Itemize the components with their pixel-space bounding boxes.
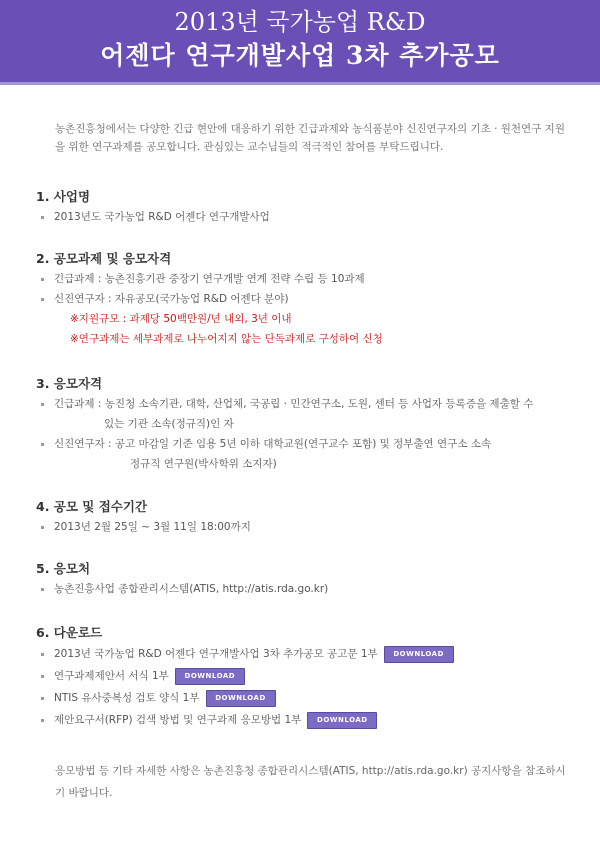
list-item: [36, 394, 533, 414]
bullet-icon: [41, 675, 44, 678]
bullet-icon: [41, 526, 44, 529]
list-item: [36, 269, 383, 289]
item-text: NTIS 유사중복성 검토 양식 1부: [54, 692, 200, 704]
bullet-icon: [41, 216, 44, 219]
list-item: [36, 579, 328, 599]
page-header: [0, 0, 600, 85]
section-title: 6. 다운로드: [36, 625, 103, 640]
list-item: [36, 643, 454, 665]
section-title: 3. 응모자격: [36, 376, 103, 391]
bullet-icon: [41, 588, 44, 591]
download-button[interactable]: DOWNLOAD: [307, 712, 377, 729]
section-projects: [36, 249, 383, 349]
header-title-line2: 어젠다 연구개발사업 3차 추가공모: [100, 41, 500, 70]
item-text: 긴급과제 : 농촌진흥기관 중장기 연구개발 연계 전략 수립 등 10과제: [54, 273, 365, 285]
bullet-icon: [41, 278, 44, 281]
item-text: 신진연구자 : 자유공모(국가농업 R&D 어젠다 분야): [54, 293, 289, 305]
item-text: 연구과제제안서 서식 1부: [54, 670, 169, 682]
closing-text: 응모방법 등 기타 자세한 사항은 농촌진흥청 종합관리시스템(ATIS, http://atis.rda.go.kr) 공지사항을 참조하시기 바랍니다.: [55, 765, 566, 799]
item-text: 제안요구서(RFP) 검색 방법 및 연구과제 응모방법 1부: [54, 714, 302, 726]
list-item: [36, 709, 454, 731]
intro-text: 농촌진흥청에서는 다양한 긴급 현안에 대응하기 위한 긴급과제와 농식품분야 신진연구자의 기초 · 원천연구 지원을 위한 연구과제를 공모합니다. 관심있는 교수님들의 적극적인 참여를 부탁드립니다.: [55, 123, 565, 153]
item-text: 긴급과제 : 농진청 소속기관, 대학, 산업체, 국공립 · 민간연구소, 도원, 센터 등 사업자 등록증을 제출할 수: [54, 398, 534, 410]
section-eligibility: [36, 374, 533, 474]
bullet-icon: [41, 697, 44, 700]
item-text: 2013년 국가농업 R&D 어젠다 연구개발사업 3차 추가공모 공고문 1부: [54, 648, 378, 660]
list-item: [36, 434, 533, 454]
item-text: 신진연구자 : 공고 마감일 기준 임용 5년 이하 대학교원(연구교수 포함) 및 정부출연 연구소 소속: [54, 438, 492, 450]
notice-support-scale: ※지원규모 : 과제당 50백만원/년 내외, 3년 이내: [70, 313, 292, 325]
bullet-icon: [41, 403, 44, 406]
download-button[interactable]: DOWNLOAD: [384, 646, 454, 663]
bullet-icon: [41, 653, 44, 656]
section-business-name: [36, 187, 270, 227]
item-text: 2013년 2월 25일 ~ 3월 11일 18:00까지: [54, 521, 251, 533]
download-button[interactable]: DOWNLOAD: [175, 668, 245, 685]
section-title: 2. 공모과제 및 응모자격: [36, 251, 172, 266]
download-button[interactable]: DOWNLOAD: [206, 690, 276, 707]
bullet-icon: [41, 443, 44, 446]
header-title-line1: 2013년 국가농업 R&D: [174, 8, 426, 36]
list-item: [36, 289, 383, 309]
section-title: 4. 공모 및 접수기간: [36, 499, 148, 514]
section-download: [36, 623, 454, 731]
item-text: 농촌진흥사업 종합관리시스템(ATIS, http://atis.rda.go.kr): [54, 583, 329, 595]
notice-single-project: ※연구과제는 세부과제로 나누어지지 않는 단독과제로 구성하여 신청: [70, 333, 383, 345]
bullet-icon: [41, 298, 44, 301]
section-period: [36, 497, 251, 537]
list-item-continued: 정규직 연구원(박사학위 소지자): [130, 458, 277, 470]
list-item: [36, 665, 454, 687]
bullet-icon: [41, 719, 44, 722]
list-item-continued: 있는 기관 소속(정규직)인 자: [104, 418, 234, 430]
list-item: [36, 207, 270, 227]
list-item: [36, 517, 251, 537]
section-title: 1. 사업명: [36, 189, 91, 204]
list-item: [36, 687, 454, 709]
item-text: 2013년도 국가농업 R&D 어젠다 연구개발사업: [54, 211, 270, 223]
section-title: 5. 응모처: [36, 561, 91, 576]
section-apply-to: [36, 559, 328, 599]
